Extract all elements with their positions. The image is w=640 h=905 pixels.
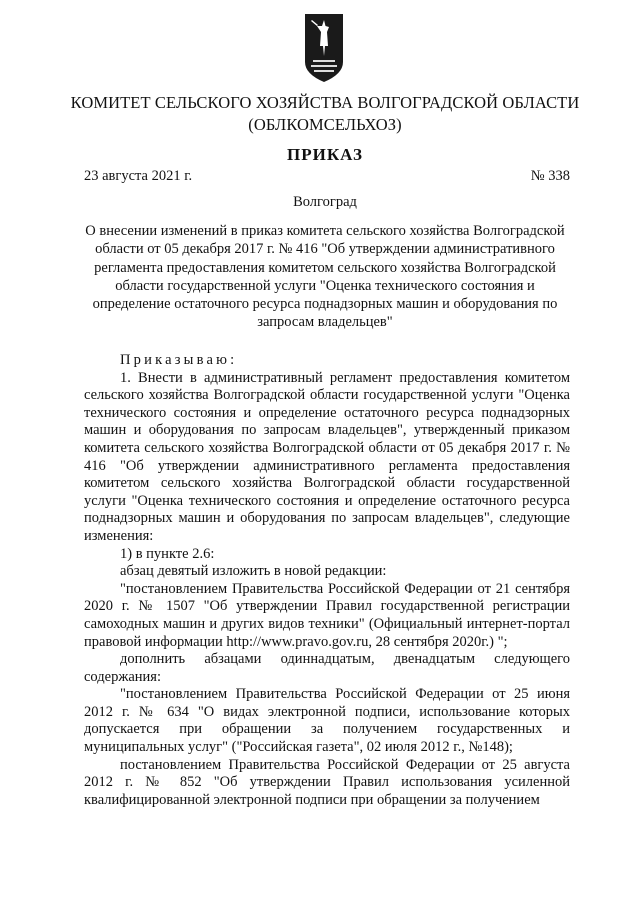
order-word: Приказываю: <box>120 352 238 368</box>
document-type: ПРИКАЗ <box>287 145 363 164</box>
paragraph: дополнить абзацами одиннадцатым, двенадцатым следующего содержания: <box>84 651 570 685</box>
paragraph: "постановлением Правительства Российской Федерации от 21 сентября 2020 г. № 1507 "Об утверждении Правил государственной регистрации самоходных машин и других видов техники" (Официальный интернет-портал правовой информации http://www.pravo.gov.ru, 28 сентября 2020г.) "; <box>84 580 570 650</box>
document-subject: О внесении изменений в приказ комитета сельского хозяйства Волгоградской области от 05 декабря 2017 г. № 416 "Об утверждении административного регламента предоставления комитетом сельского хозяйства Волгоградской области государственной услуги "Оценка технического состояния и определение остаточного ресурса поднадзорных машин и оборудования по запросам владельцев" <box>85 223 565 331</box>
document-body <box>84 352 570 809</box>
organization-line-1: КОМИТЕТ СЕЛЬСКОГО ХОЗЯЙСТВА ВОЛГОГРАДСКОЙ ОБЛАСТИ <box>70 93 580 112</box>
paragraph: 1. Внести в административный регламент предоставления комитетом сельского хозяйства Волгоградской области государственной услуги "Оценка технического состояния и определение остаточного ресурса поднадзорных машин и оборудования по запросам владельцев", утвержденный приказом комитета сельского хозяйства Волгоградской области от 05 декабря 2017 г. № 416 "Об утверждении административного регламента предоставления комитетом сельского хозяйства Волгоградской области государственной услуги "Оценка технического состояния и определение остаточного ресурса поднадзорных машин и оборудования по запросам владельцев", следующие изменения: <box>84 369 570 544</box>
paragraph: постановлением Правительства Российской Федерации от 25 августа 2012 г. № 852 "Об утверждении Правил использования усиленной квалифицированной электронной подписи при обращении за получением <box>84 756 570 808</box>
organization-name <box>60 92 590 136</box>
paragraph: "постановлением Правительства Российской Федерации от 25 июня 2012 г. № 634 "О видах электронной подписи, использование которых допускается при обращении за получением государственных и муниципальных услуг" ("Российская газета", 02 июля 2012 г., №148); <box>84 686 570 756</box>
paragraph: 1) в пункте 2.6: <box>120 545 215 562</box>
volgograd-emblem-icon <box>303 12 345 84</box>
paragraph: абзац девятый изложить в новой редакции: <box>120 563 387 580</box>
document-number: № 338 <box>530 168 570 184</box>
document-date: 23 августа 2021 г. <box>84 168 193 184</box>
document-city: Волгоград <box>293 194 357 210</box>
organization-line-2: (ОБЛКОМСЕЛЬХОЗ) <box>248 115 402 134</box>
